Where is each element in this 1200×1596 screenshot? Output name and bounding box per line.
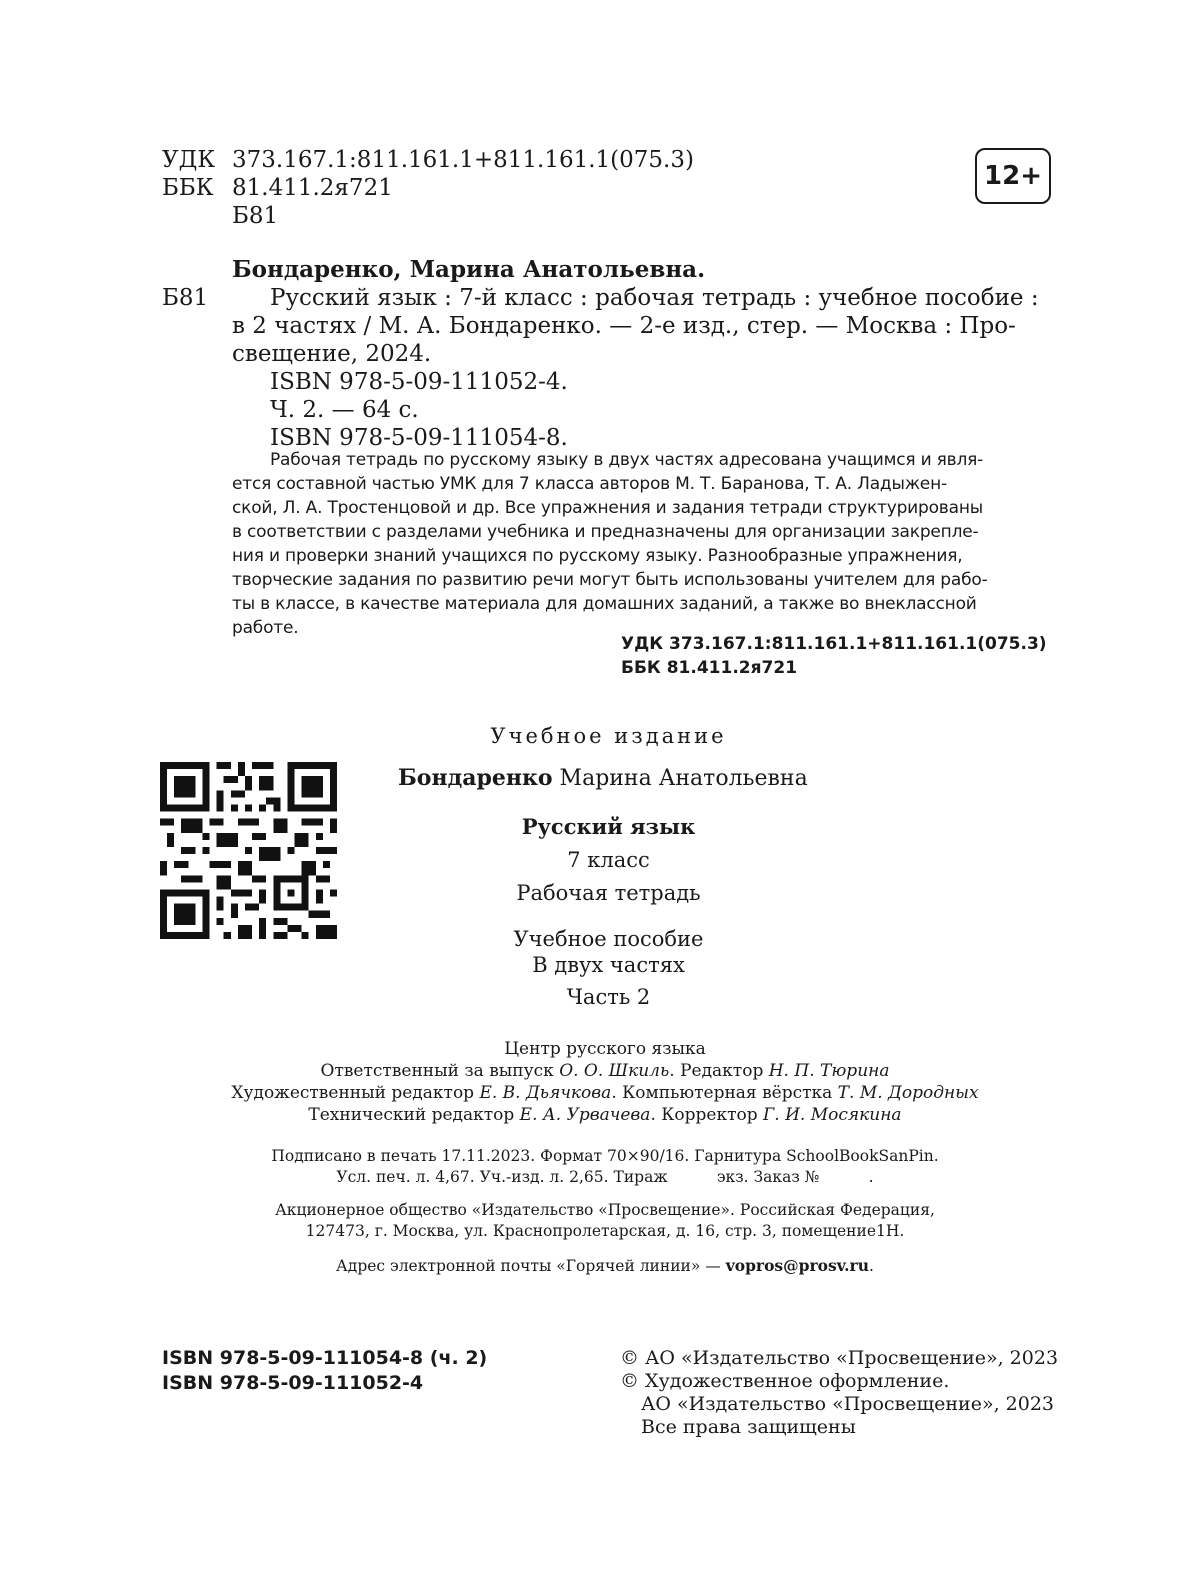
bbk-value: 81.411.2я721 xyxy=(232,175,393,201)
entry-mark: Б81 xyxy=(162,285,209,311)
credit-label: Технический редактор xyxy=(308,1105,515,1125)
edition-grade: 7 класс xyxy=(567,848,650,872)
edition-parts: В двух частях xyxy=(532,953,685,977)
email-line xyxy=(160,1255,1050,1277)
credit-name: Е. А. Урвачева xyxy=(519,1105,651,1125)
bbk-label: ББК xyxy=(162,175,214,201)
print-info-line: Усл. печ. л. 4,67. Уч.-изд. л. 2,65. Тираж экз. Заказ № . xyxy=(336,1168,874,1186)
credit-name: О. О. Шкиль xyxy=(559,1061,670,1081)
print-info-line: Подписано в печать 17.11.2023. Формат 70×90/16. Гарнитура SchoolBookSanPin. xyxy=(271,1147,939,1165)
credit-label: Художественный редактор xyxy=(231,1083,475,1103)
edition-type: Учебное издание xyxy=(490,724,727,748)
isbn-bottom-line: ISBN 978-5-09-111052-4 xyxy=(162,1372,424,1394)
edition-author-name: Марина Анатольевна xyxy=(559,766,808,791)
publisher-line: Акционерное общество «Издательство «Просвещение». Российская Федерация, xyxy=(275,1201,935,1219)
annotation-line: ты в классе, в качестве материала для домашних заданий, а также во внеклассной xyxy=(232,594,977,614)
annotation-line: ской, Л. А. Тростенцовой и др. Все упражнения и задания тетради структурированы xyxy=(232,498,983,518)
entry-author: Бондаренко, Марина Анатольевна. xyxy=(232,256,706,283)
copyright-line: Все права защищены xyxy=(641,1416,856,1438)
bbk-right: ББК 81.411.2я721 xyxy=(621,658,798,678)
copyright-line: © АО «Издательство «Просвещение», 2023 xyxy=(620,1347,1059,1369)
email-end: . xyxy=(869,1257,874,1275)
entry-isbn-set: ISBN 978-5-09-111052-4. xyxy=(270,369,568,395)
email-link[interactable]: vopros@prosv.ru xyxy=(725,1256,869,1275)
annotation-line: в соответствии с разделами учебника и предназначены для организации закрепле- xyxy=(232,522,979,542)
edition-author-surname: Бондаренко xyxy=(398,765,553,791)
edition-purpose: Учебное пособие xyxy=(513,927,704,951)
copyright-line: © Художественное оформление. xyxy=(620,1370,950,1392)
annotation-line: Рабочая тетрадь по русскому языку в двух частях адресована учащимся и явля- xyxy=(270,450,984,470)
annotation-line: работе. xyxy=(232,618,299,638)
entry-isbn-part: ISBN 978-5-09-111054-8. xyxy=(270,425,568,451)
annotation-line: творческие задания по развитию речи могут быть использованы учителем для рабо- xyxy=(232,570,988,590)
credits-line xyxy=(160,1082,1050,1104)
age-rating-badge: 12+ xyxy=(975,148,1051,204)
credit-label: . Редактор xyxy=(669,1061,764,1081)
credits-center: Центр русского языка xyxy=(504,1039,706,1059)
publisher-line: 127473, г. Москва, ул. Краснопролетарская, д. 16, стр. 3, помещение1Н. xyxy=(305,1222,905,1240)
credit-label: Ответственный за выпуск xyxy=(320,1061,554,1081)
credit-name: Т. М. Дородных xyxy=(837,1083,979,1103)
qr-code-icon xyxy=(160,762,337,939)
bbk-line xyxy=(162,174,393,202)
annotation-line: ния и проверки знаний учащихся по русскому языку. Разнообразные упражнения, xyxy=(232,546,963,566)
annotation-line: ется составной частью УМК для 7 класса авторов М. Т. Баранова, Т. А. Ладыжен- xyxy=(232,474,947,494)
entry-line-1: Русский язык : 7-й класс : рабочая тетрадь : учебное пособие : xyxy=(270,285,1039,311)
entry-line-3: свещение, 2024. xyxy=(232,341,432,367)
udk-right: УДК 373.167.1:811.161.1+811.161.1(075.3) xyxy=(621,634,1047,654)
edition-title: Русский язык xyxy=(521,814,696,839)
credit-label: . Корректор xyxy=(650,1105,758,1125)
author-mark: Б81 xyxy=(232,203,279,229)
edition-part: Часть 2 xyxy=(566,985,651,1009)
isbn-bottom-line: ISBN 978-5-09-111054-8 (ч. 2) xyxy=(162,1347,488,1369)
email-label: Адрес электронной почты «Горячей линии» — xyxy=(336,1257,721,1275)
credit-name: Г. И. Мосякина xyxy=(763,1105,902,1125)
entry-line-2: в 2 частях / М. А. Бондаренко. — 2-е изд., стер. — Москва : Про- xyxy=(232,313,1016,339)
credit-name: Н. П. Тюрина xyxy=(768,1061,890,1081)
credit-label: . Компьютерная вёрстка xyxy=(611,1083,833,1103)
udk-line xyxy=(162,146,694,174)
credit-name: Е. В. Дьячкова xyxy=(479,1083,612,1103)
udk-label: УДК xyxy=(162,147,216,173)
edition-kind: Рабочая тетрадь xyxy=(516,881,701,905)
entry-part: Ч. 2. — 64 с. xyxy=(270,397,419,423)
credits-line xyxy=(160,1060,1050,1082)
copyright-line: АО «Издательство «Просвещение», 2023 xyxy=(641,1393,1054,1415)
credits-line xyxy=(160,1104,1050,1126)
edition-author xyxy=(398,765,808,792)
udk-value: 373.167.1:811.161.1+811.161.1(075.3) xyxy=(232,147,694,173)
